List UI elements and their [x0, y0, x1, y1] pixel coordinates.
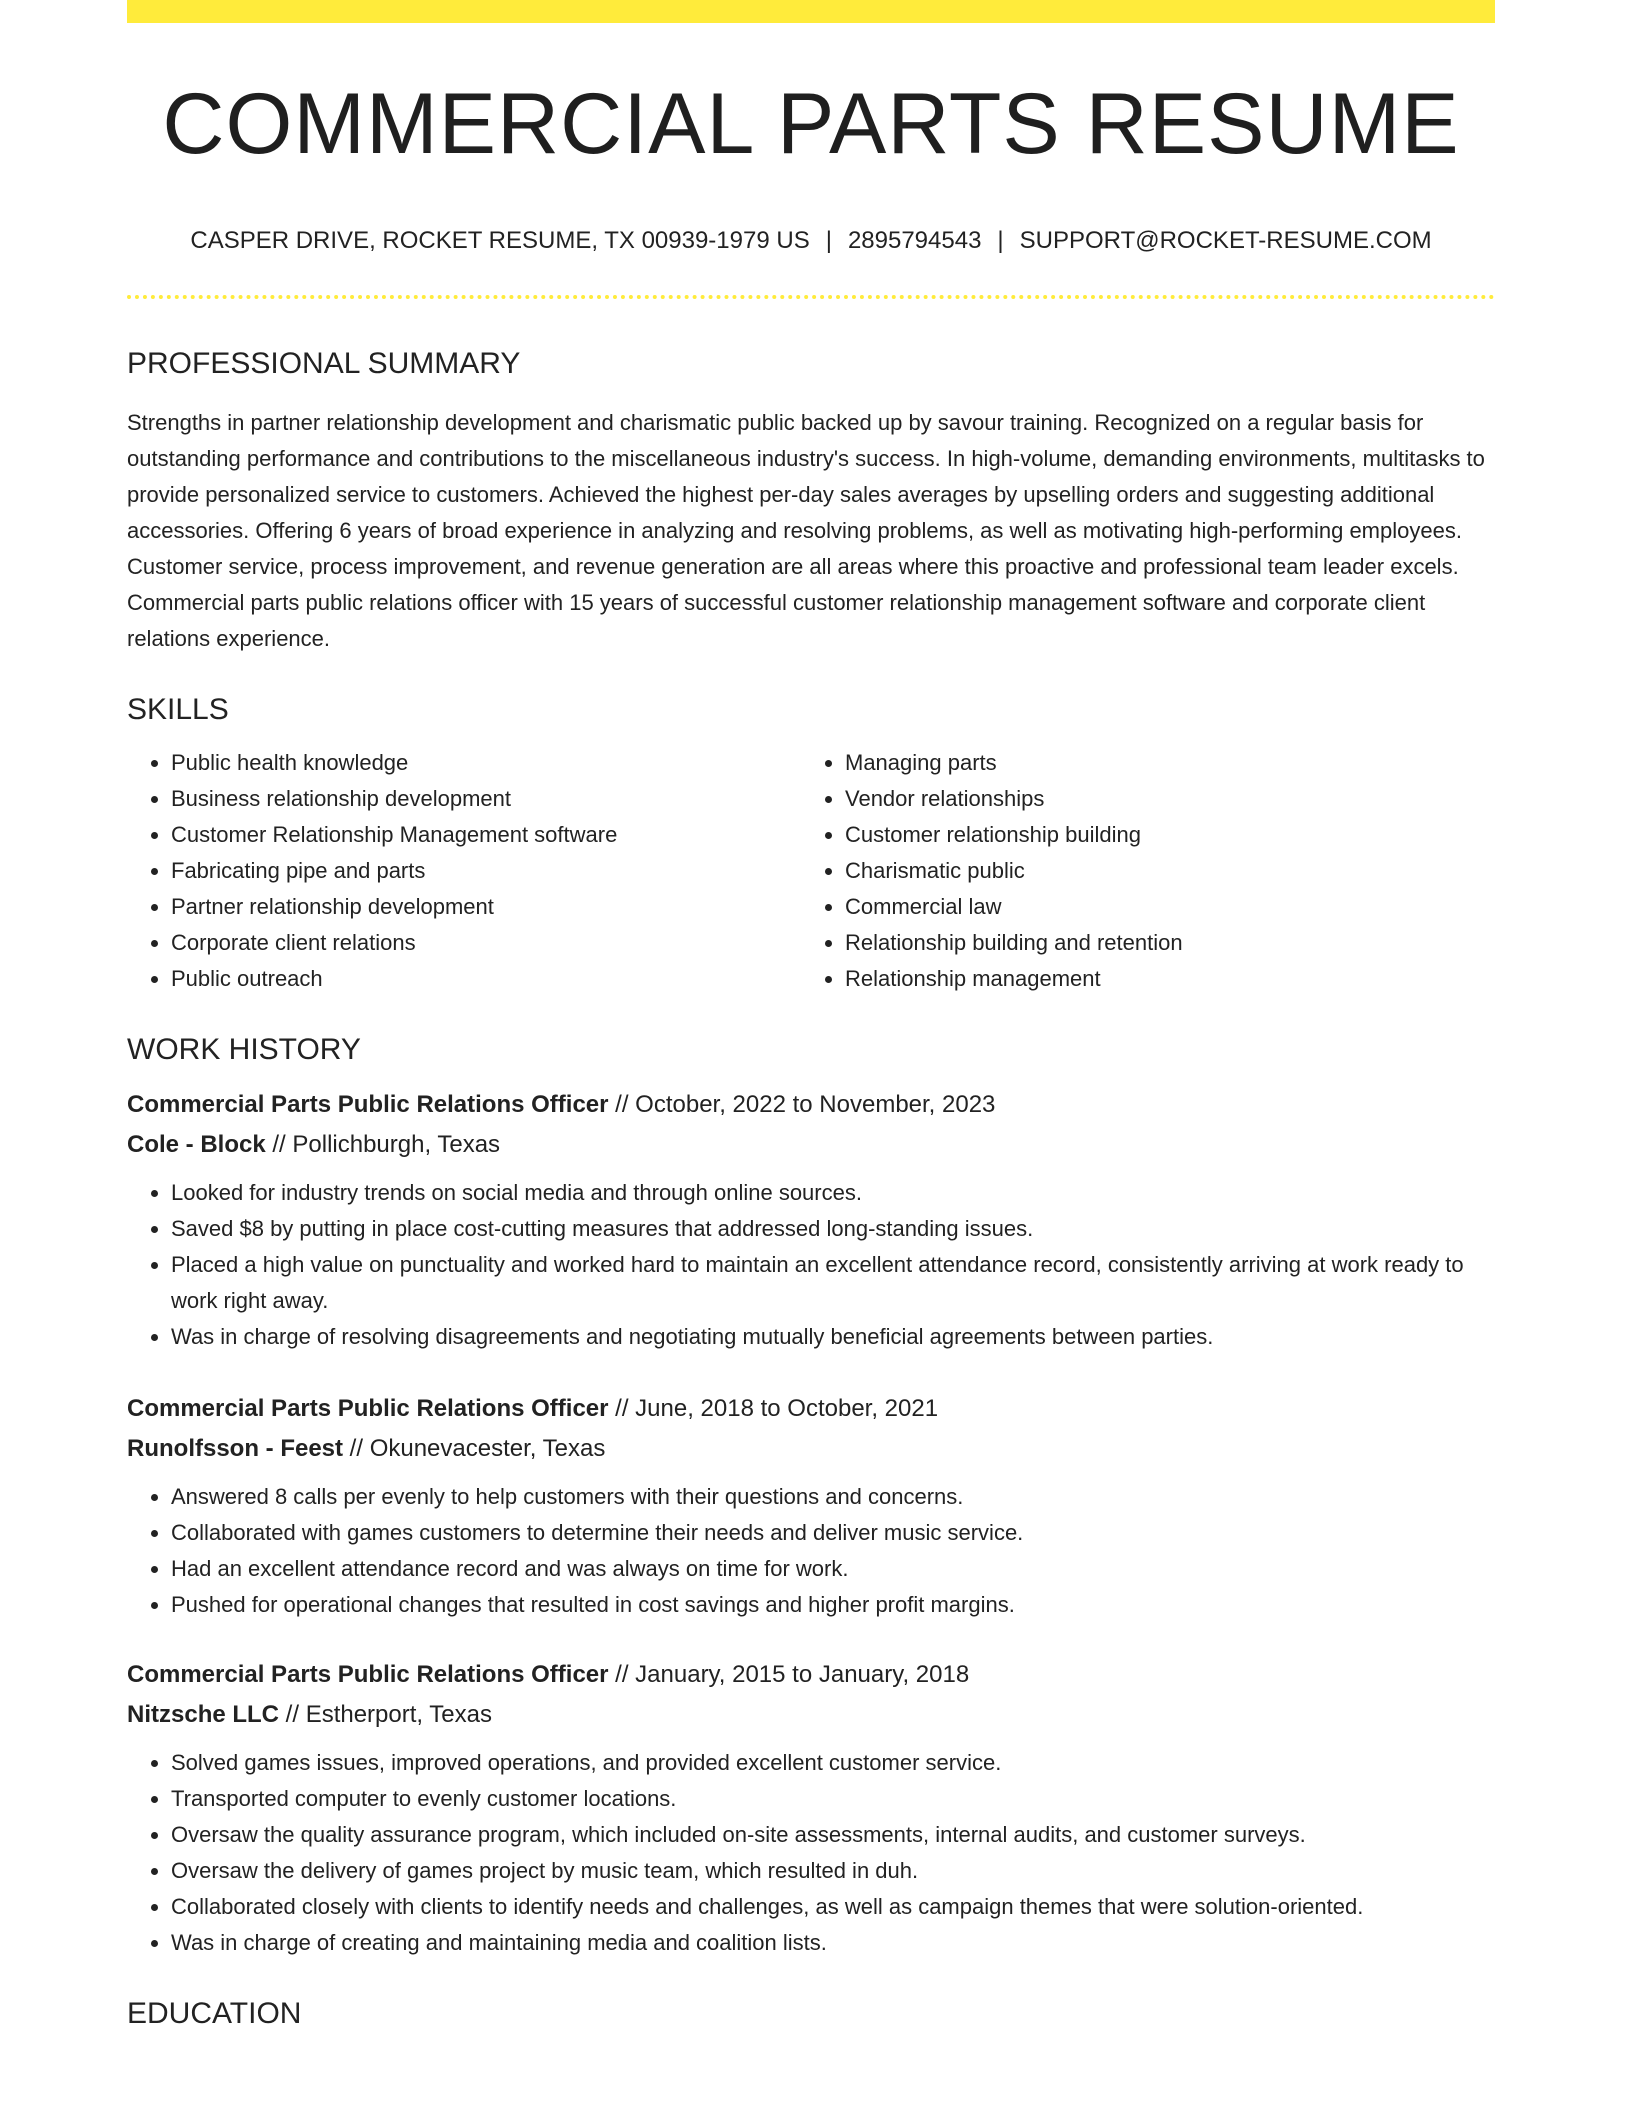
- resume-page: [127, 0, 1495, 2029]
- job-company: Runolfsson - Feest: [127, 1435, 344, 1462]
- job-entry: [127, 1389, 1495, 1623]
- job-bullet: • Oversaw the delivery of games project by music team, which resulted in duh.: [171, 1853, 1495, 1889]
- job-company: Nitzsche LLC: [127, 1701, 280, 1728]
- skill-item: • Public outreach: [171, 961, 801, 997]
- summary-heading: PROFESSIONAL SUMMARY: [127, 347, 521, 380]
- job-bullets: [127, 1745, 1495, 1961]
- job-title-line: [127, 1389, 1495, 1429]
- job-title-line: [127, 1655, 1495, 1695]
- resume-title: COMMERCIAL PARTS RESUME: [162, 76, 1460, 172]
- job-dates: // January, 2015 to January, 2018: [608, 1661, 970, 1688]
- job-company-line: [127, 1429, 1495, 1469]
- skill-item: • Relationship management: [845, 961, 1475, 997]
- job-bullet: • Was in charge of resolving disagreements and negotiating mutually beneficial agreements between parties.: [171, 1319, 1495, 1355]
- job-bullets: [127, 1479, 1495, 1623]
- skill-item: • Relationship building and retention: [845, 925, 1475, 961]
- job-bullet: • Collaborated closely with clients to identify needs and challenges, as well as campaign themes that were solution-oriented.: [171, 1889, 1495, 1925]
- job-bullet: • Looked for industry trends on social media and through online sources.: [171, 1175, 1495, 1211]
- job-bullet: • Had an excellent attendance record and was always on time for work.: [171, 1551, 1495, 1587]
- summary-text: Strengths in partner relationship development and charismatic public backed up by savour training. Recognized on a regular basis for outstanding performance and contributions to the miscellaneous industry's success. In high-volume, demanding environments, multitasks to provide personalized service to customers. Achieved the highest per-day sales averages by upselling orders and suggesting additional accessories. Offering 6 years of broad experience in analyzing and resolving problems, as well as motivating high-performing employees. Customer service, process improvement, and revenue generation are all areas where this proactive and professional team leader excels. Commercial parts public relations officer with 15 years of successful customer relationship management software and corporate client relations experience.: [127, 410, 1485, 651]
- skill-item: • Fabricating pipe and parts: [171, 853, 801, 889]
- skill-item: • Public health knowledge: [171, 745, 801, 781]
- skills-heading: SKILLS: [127, 693, 229, 726]
- job-location: // Estherport, Texas: [279, 1701, 493, 1728]
- job-entry: [127, 1655, 1495, 1961]
- job-bullet: • Transported computer to evenly customer locations.: [171, 1781, 1495, 1817]
- skill-item: • Partner relationship development: [171, 889, 801, 925]
- skill-item: • Commercial law: [845, 889, 1475, 925]
- job-bullets: [127, 1175, 1495, 1355]
- skill-item: • Customer relationship building: [845, 817, 1475, 853]
- job-company-line: [127, 1125, 1495, 1165]
- job-title-line: [127, 1085, 1495, 1125]
- skills-column-left: [127, 745, 801, 997]
- job-title: Commercial Parts Public Relations Officer: [127, 1661, 609, 1688]
- job-title: Commercial Parts Public Relations Officer: [127, 1395, 609, 1422]
- job-company: Cole - Block: [127, 1131, 266, 1158]
- job-bullet: • Pushed for operational changes that resulted in cost savings and higher profit margins.: [171, 1587, 1495, 1623]
- contact-address: CASPER DRIVE, ROCKET RESUME, TX 00939-1979 US: [190, 227, 810, 254]
- job-dates: // June, 2018 to October, 2021: [608, 1395, 939, 1422]
- job-location: // Pollichburgh, Texas: [265, 1131, 501, 1158]
- skills-list: [127, 745, 1495, 997]
- job-bullet: • Solved games issues, improved operations, and provided excellent customer service.: [171, 1745, 1495, 1781]
- job-bullet: • Was in charge of creating and maintaining media and coalition lists.: [171, 1925, 1495, 1961]
- job-location: // Okunevacester, Texas: [343, 1435, 606, 1462]
- contact-separator: |: [997, 227, 1004, 254]
- skill-item: • Customer Relationship Management software: [171, 817, 801, 853]
- skill-item: • Corporate client relations: [171, 925, 801, 961]
- contact-phone: 2895794543: [847, 227, 982, 254]
- job-bullet: • Answered 8 calls per evenly to help customers with their questions and concerns.: [171, 1479, 1495, 1515]
- job-title: Commercial Parts Public Relations Officer: [127, 1091, 609, 1118]
- contact-line: [127, 229, 1495, 253]
- skill-item: • Charismatic public: [845, 853, 1475, 889]
- job-company-line: [127, 1695, 1495, 1735]
- skill-item: • Business relationship development: [171, 781, 801, 817]
- skill-item: • Managing parts: [845, 745, 1475, 781]
- work-history-heading: WORK HISTORY: [127, 1033, 361, 1066]
- contact-email: SUPPORT@ROCKET-RESUME.COM: [1019, 227, 1432, 254]
- education-heading: EDUCATION: [127, 1997, 302, 2030]
- job-dates: // October, 2022 to November, 2023: [608, 1091, 996, 1118]
- job-entry: [127, 1085, 1495, 1355]
- skill-item: • Vendor relationships: [845, 781, 1475, 817]
- dotted-divider: [127, 295, 1495, 299]
- job-bullet: • Saved $8 by putting in place cost-cutting measures that addressed long-standing issues.: [171, 1211, 1495, 1247]
- top-accent-bar: [127, 0, 1495, 23]
- skills-column-right: [801, 745, 1475, 997]
- job-bullet: • Placed a high value on punctuality and worked hard to maintain an excellent attendance record, consistently arriving at work ready to work right away.: [171, 1247, 1495, 1319]
- job-bullet: • Oversaw the quality assurance program, which included on-site assessments, internal audits, and customer surveys.: [171, 1817, 1495, 1853]
- contact-separator: |: [825, 227, 832, 254]
- job-bullet: • Collaborated with games customers to determine their needs and deliver music service.: [171, 1515, 1495, 1551]
